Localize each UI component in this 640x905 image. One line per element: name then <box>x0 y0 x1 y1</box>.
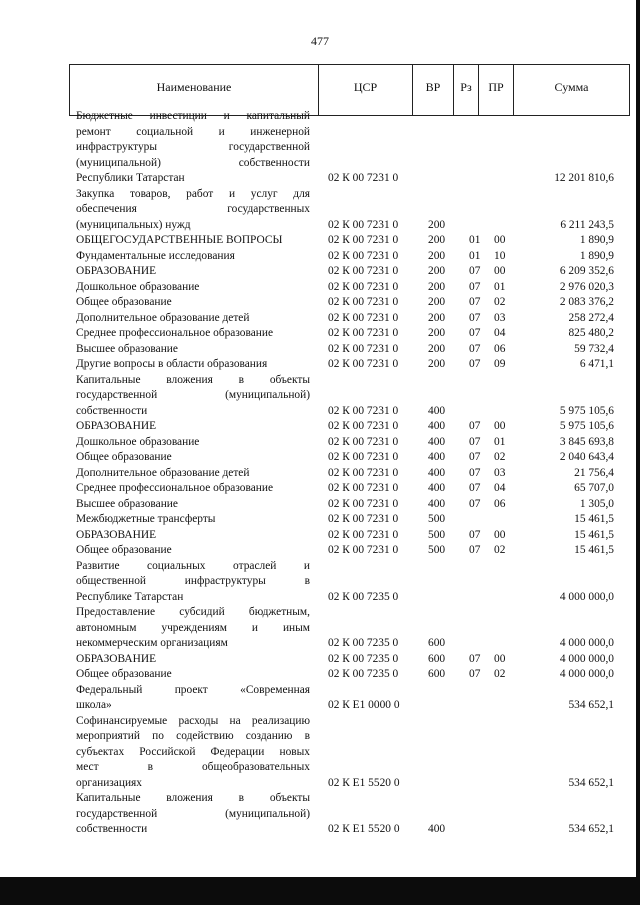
row-sum: 65 707,0 <box>574 482 614 494</box>
row-sum: 2 040 643,4 <box>559 451 614 463</box>
row-rz: 07 <box>469 466 481 479</box>
row-name <box>76 187 310 234</box>
row-pr: 00 <box>494 265 506 277</box>
row-sum: 534 652,1 <box>568 699 614 711</box>
row-vr: 200 <box>428 280 446 293</box>
row-sum: 6 471,1 <box>579 358 614 370</box>
row-sum: 59 732,4 <box>574 342 614 355</box>
row-name-line: Дополнительное образование детей <box>76 466 250 479</box>
row-name <box>76 326 310 342</box>
row-name-line: ремонт социальной и инженерной <box>76 125 310 138</box>
row-name-line: ОБРАЗОВАНИЕ <box>76 652 157 665</box>
row-name-line: (муниципальных) нужд <box>76 218 191 231</box>
row-name <box>76 559 310 606</box>
table-row <box>0 543 640 559</box>
row-name-line: Федеральный проект «Современная <box>76 683 310 696</box>
row-csr: 02 К 00 7235 0 <box>328 637 399 649</box>
row-name-line: Бюджетные инвестиции и капитальный <box>76 110 310 122</box>
row-csr: 02 К 00 7231 0 <box>328 497 399 510</box>
row-sum: 6 211 243,5 <box>560 218 614 231</box>
row-rz: 07 <box>469 342 481 355</box>
row-name <box>76 109 310 187</box>
header-pr: ПР <box>479 65 514 115</box>
table-row <box>0 326 640 342</box>
row-name <box>76 543 310 559</box>
row-sum: 15 461,5 <box>574 528 614 541</box>
row-vr: 400 <box>428 823 446 835</box>
row-vr: 400 <box>428 451 446 463</box>
row-csr: 02 К 00 7231 0 <box>328 249 399 262</box>
row-rz: 07 <box>469 528 481 541</box>
row-rz: 07 <box>469 296 481 308</box>
row-pr: 06 <box>494 497 506 510</box>
row-rz: 07 <box>469 435 481 448</box>
row-csr: 02 К 00 7231 0 <box>328 435 399 448</box>
row-name <box>76 605 310 652</box>
row-csr: 02 К 00 7231 0 <box>328 404 399 417</box>
row-name <box>76 357 310 373</box>
row-sum: 258 272,4 <box>568 311 614 324</box>
row-name <box>76 683 310 714</box>
table-row <box>0 264 640 280</box>
table-row <box>0 233 640 249</box>
row-name-line: общественной инфраструктуры в <box>76 575 310 587</box>
row-sum: 4 000 000,0 <box>559 652 614 665</box>
row-name-line: Общее образование <box>76 544 172 556</box>
row-csr: 02 К 00 7231 0 <box>328 311 399 324</box>
table-row <box>0 109 640 187</box>
table-row <box>0 280 640 296</box>
row-sum: 534 652,1 <box>568 776 614 789</box>
row-name-line: организациях <box>76 776 142 789</box>
row-pr: 00 <box>494 528 506 541</box>
row-csr: 02 К 00 7231 0 <box>328 296 399 308</box>
row-vr: 200 <box>428 218 446 231</box>
table-row <box>0 497 640 513</box>
header-csr: ЦСР <box>319 65 413 115</box>
table-row <box>0 342 640 358</box>
row-name <box>76 667 310 683</box>
table-row <box>0 683 640 714</box>
table-row <box>0 311 640 327</box>
row-name <box>76 466 310 482</box>
row-rz: 07 <box>469 497 481 510</box>
row-name <box>76 652 310 668</box>
row-name-line: Межбюджетные трансферты <box>76 513 216 525</box>
row-pr: 02 <box>494 451 506 463</box>
row-csr: 02 К 00 7231 0 <box>328 280 399 293</box>
row-rz: 07 <box>469 652 481 665</box>
row-csr: 02 К 00 7231 0 <box>328 466 399 479</box>
row-name <box>76 497 310 513</box>
row-name <box>76 528 310 544</box>
row-sum: 6 209 352,6 <box>559 265 614 277</box>
table-row <box>0 512 640 528</box>
row-name-line: Капитальные вложения в объекты <box>76 373 310 386</box>
row-pr: 02 <box>494 296 506 308</box>
header-name: Наименование <box>70 65 319 115</box>
row-name-line: Фундаментальные исследования <box>76 249 235 262</box>
header-rz: Рз <box>454 65 479 115</box>
row-name-line: школа» <box>76 699 112 711</box>
row-pr: 04 <box>494 327 506 339</box>
row-csr: 02 К 00 7231 0 <box>328 234 399 246</box>
row-name-line: субъектах Российской Федерации новых <box>76 745 310 758</box>
row-csr: 02 К Е1 5520 0 <box>328 776 400 789</box>
table-row <box>0 652 640 668</box>
table-row <box>0 791 640 838</box>
table-row <box>0 605 640 652</box>
table-row <box>0 187 640 234</box>
row-sum: 4 000 000,0 <box>559 668 614 680</box>
row-name <box>76 264 310 280</box>
row-pr: 04 <box>494 482 506 494</box>
row-rz: 07 <box>469 327 481 339</box>
row-csr: 02 К Е1 0000 0 <box>328 699 400 711</box>
row-rz: 07 <box>469 420 481 432</box>
row-sum: 21 756,4 <box>574 466 614 479</box>
row-name-line: мест в общеобразовательных <box>76 761 310 773</box>
row-csr: 02 К 00 7231 0 <box>328 358 399 370</box>
row-name-line: государственной (муниципальной) <box>76 807 310 820</box>
row-name-line: Другие вопросы в области образования <box>76 358 268 370</box>
row-name-line: Капитальные вложения в объекты <box>76 792 310 804</box>
table-row <box>0 466 640 482</box>
table-row <box>0 528 640 544</box>
row-name <box>76 512 310 528</box>
row-vr: 200 <box>428 296 446 308</box>
row-name-line: Среднее профессиональное образование <box>76 327 274 339</box>
row-pr: 00 <box>494 652 506 665</box>
row-csr: 02 К Е1 5520 0 <box>328 823 400 835</box>
row-name-line: собственности <box>76 823 148 835</box>
row-rz: 07 <box>469 451 481 463</box>
table-row <box>0 667 640 683</box>
row-name <box>76 311 310 327</box>
row-name-line: ОБРАЗОВАНИЕ <box>76 265 157 277</box>
row-name <box>76 342 310 358</box>
row-name-line: Софинансируемые расходы на реализацию <box>76 714 310 727</box>
row-csr: 02 К 00 7231 0 <box>328 420 399 432</box>
row-name <box>76 714 310 792</box>
table-row <box>0 249 640 265</box>
row-vr: 500 <box>428 544 446 556</box>
row-name-line: Республике Татарстан <box>76 590 184 603</box>
row-name-line: Общее образование <box>76 296 172 308</box>
row-sum: 534 652,1 <box>568 823 614 835</box>
row-sum: 4 000 000,0 <box>559 590 614 603</box>
row-pr: 00 <box>494 420 506 432</box>
table-body <box>0 109 640 838</box>
row-vr: 200 <box>428 265 446 277</box>
row-pr: 06 <box>494 342 506 355</box>
row-rz: 01 <box>469 234 481 246</box>
row-rz: 07 <box>469 280 481 293</box>
table-row <box>0 559 640 606</box>
table-row <box>0 295 640 311</box>
table-row <box>0 714 640 792</box>
scan-edge-bottom <box>0 877 640 905</box>
row-pr: 09 <box>494 358 506 370</box>
row-name <box>76 481 310 497</box>
row-name-line: ОБЩЕГОСУДАРСТВЕННЫЕ ВОПРОСЫ <box>76 234 283 246</box>
row-rz: 07 <box>469 668 481 680</box>
row-sum: 1 890,9 <box>579 249 614 262</box>
header-sum: Сумма <box>554 80 589 94</box>
row-vr: 400 <box>428 420 446 432</box>
row-pr: 02 <box>494 544 506 556</box>
row-name-line: Предоставление субсидий бюджетным, <box>76 606 310 618</box>
row-name-line: Высшее образование <box>76 497 178 510</box>
row-name <box>76 373 310 420</box>
row-vr: 200 <box>428 327 446 339</box>
row-name-line: инфраструктуры государственной <box>76 141 310 153</box>
row-pr: 01 <box>494 280 506 293</box>
table-row <box>0 357 640 373</box>
row-sum: 15 461,5 <box>574 544 614 556</box>
row-csr: 02 К 00 7231 0 <box>328 265 399 277</box>
row-sum: 4 000 000,0 <box>559 637 614 649</box>
row-sum: 12 201 810,6 <box>554 172 614 184</box>
page-number: 477 <box>311 34 329 48</box>
row-csr: 02 К 00 7231 0 <box>328 451 399 463</box>
row-vr: 400 <box>428 466 446 479</box>
row-pr: 10 <box>494 249 506 262</box>
row-sum: 2 083 376,2 <box>559 296 614 308</box>
row-rz: 07 <box>469 311 481 324</box>
row-name-line: мероприятий по содействию созданию в <box>76 730 310 742</box>
row-name-line: Общее образование <box>76 451 172 463</box>
row-name-line: обеспечения государственных <box>76 203 310 215</box>
row-vr: 200 <box>428 311 446 324</box>
row-pr: 00 <box>494 234 506 246</box>
row-name <box>76 280 310 296</box>
row-name-line: Развитие социальных отраслей и <box>76 559 310 572</box>
row-name-line: ОБРАЗОВАНИЕ <box>76 528 157 541</box>
row-rz: 07 <box>469 265 481 277</box>
row-sum: 5 975 105,6 <box>559 420 614 432</box>
table-row <box>0 481 640 497</box>
row-name-line: Общее образование <box>76 668 172 680</box>
table-row <box>0 373 640 420</box>
row-csr: 02 К 00 7235 0 <box>328 652 399 665</box>
row-name-line: автономным учреждениям и иным <box>76 621 310 634</box>
scan-edge-right <box>636 0 640 905</box>
row-name <box>76 295 310 311</box>
row-name <box>76 233 310 249</box>
row-name-line: Среднее профессиональное образование <box>76 482 274 494</box>
row-vr: 400 <box>428 435 446 448</box>
row-vr: 500 <box>428 528 446 541</box>
row-name-line: Дополнительное образование детей <box>76 311 250 324</box>
row-name-line: Дошкольное образование <box>76 280 200 293</box>
row-vr: 600 <box>428 668 446 680</box>
row-pr: 02 <box>494 668 506 680</box>
table-row <box>0 435 640 451</box>
row-csr: 02 К 00 7231 0 <box>328 172 399 184</box>
row-vr: 400 <box>428 482 446 494</box>
row-csr: 02 К 00 7231 0 <box>328 482 399 494</box>
row-name <box>76 419 310 435</box>
row-sum: 1 890,9 <box>579 234 614 246</box>
row-name <box>76 435 310 451</box>
row-rz: 07 <box>469 544 481 556</box>
row-pr: 01 <box>494 435 506 448</box>
row-csr: 02 К 00 7231 0 <box>328 544 399 556</box>
table-row <box>0 450 640 466</box>
row-rz: 07 <box>469 482 481 494</box>
row-sum: 3 845 693,8 <box>559 435 614 448</box>
row-csr: 02 К 00 7231 0 <box>328 342 399 355</box>
row-csr: 02 К 00 7231 0 <box>328 528 399 541</box>
row-sum: 15 461,5 <box>574 513 614 525</box>
row-sum: 1 305,0 <box>579 497 614 510</box>
row-vr: 400 <box>428 404 446 417</box>
row-name-line: государственной (муниципальной) <box>76 389 310 401</box>
row-name-line: собственности <box>76 404 148 417</box>
row-rz: 01 <box>469 249 481 262</box>
row-pr: 03 <box>494 466 506 479</box>
row-sum: 2 976 020,3 <box>559 280 614 293</box>
row-vr: 200 <box>428 234 446 246</box>
row-name <box>76 791 310 838</box>
row-pr: 03 <box>494 311 506 324</box>
row-vr: 600 <box>428 652 446 665</box>
row-csr: 02 К 00 7231 0 <box>328 327 399 339</box>
row-name <box>76 450 310 466</box>
row-name-line: Республики Татарстан <box>76 172 185 184</box>
row-csr: 02 К 00 7235 0 <box>328 668 399 680</box>
row-name-line: Дошкольное образование <box>76 435 200 448</box>
row-csr: 02 К 00 7231 0 <box>328 218 399 231</box>
row-name <box>76 249 310 265</box>
row-name-line: (муниципальной) собственности <box>76 156 310 169</box>
row-vr: 200 <box>428 249 446 262</box>
row-csr: 02 К 00 7235 0 <box>328 590 399 603</box>
row-csr: 02 К 00 7231 0 <box>328 513 399 525</box>
row-sum: 825 480,2 <box>568 327 614 339</box>
row-name-line: Закупка товаров, работ и услуг для <box>76 187 310 200</box>
row-vr: 200 <box>428 342 446 355</box>
row-name-line: ОБРАЗОВАНИЕ <box>76 420 157 432</box>
table-row <box>0 419 640 435</box>
row-name-line: некоммерческим организациям <box>76 637 228 649</box>
row-name-line: Высшее образование <box>76 342 178 355</box>
row-rz: 07 <box>469 358 481 370</box>
row-vr: 200 <box>428 358 446 370</box>
row-vr: 500 <box>428 513 446 525</box>
row-sum: 5 975 105,6 <box>559 404 614 417</box>
row-vr: 600 <box>428 637 446 649</box>
header-vr: ВР <box>413 65 454 115</box>
row-vr: 400 <box>428 497 446 510</box>
